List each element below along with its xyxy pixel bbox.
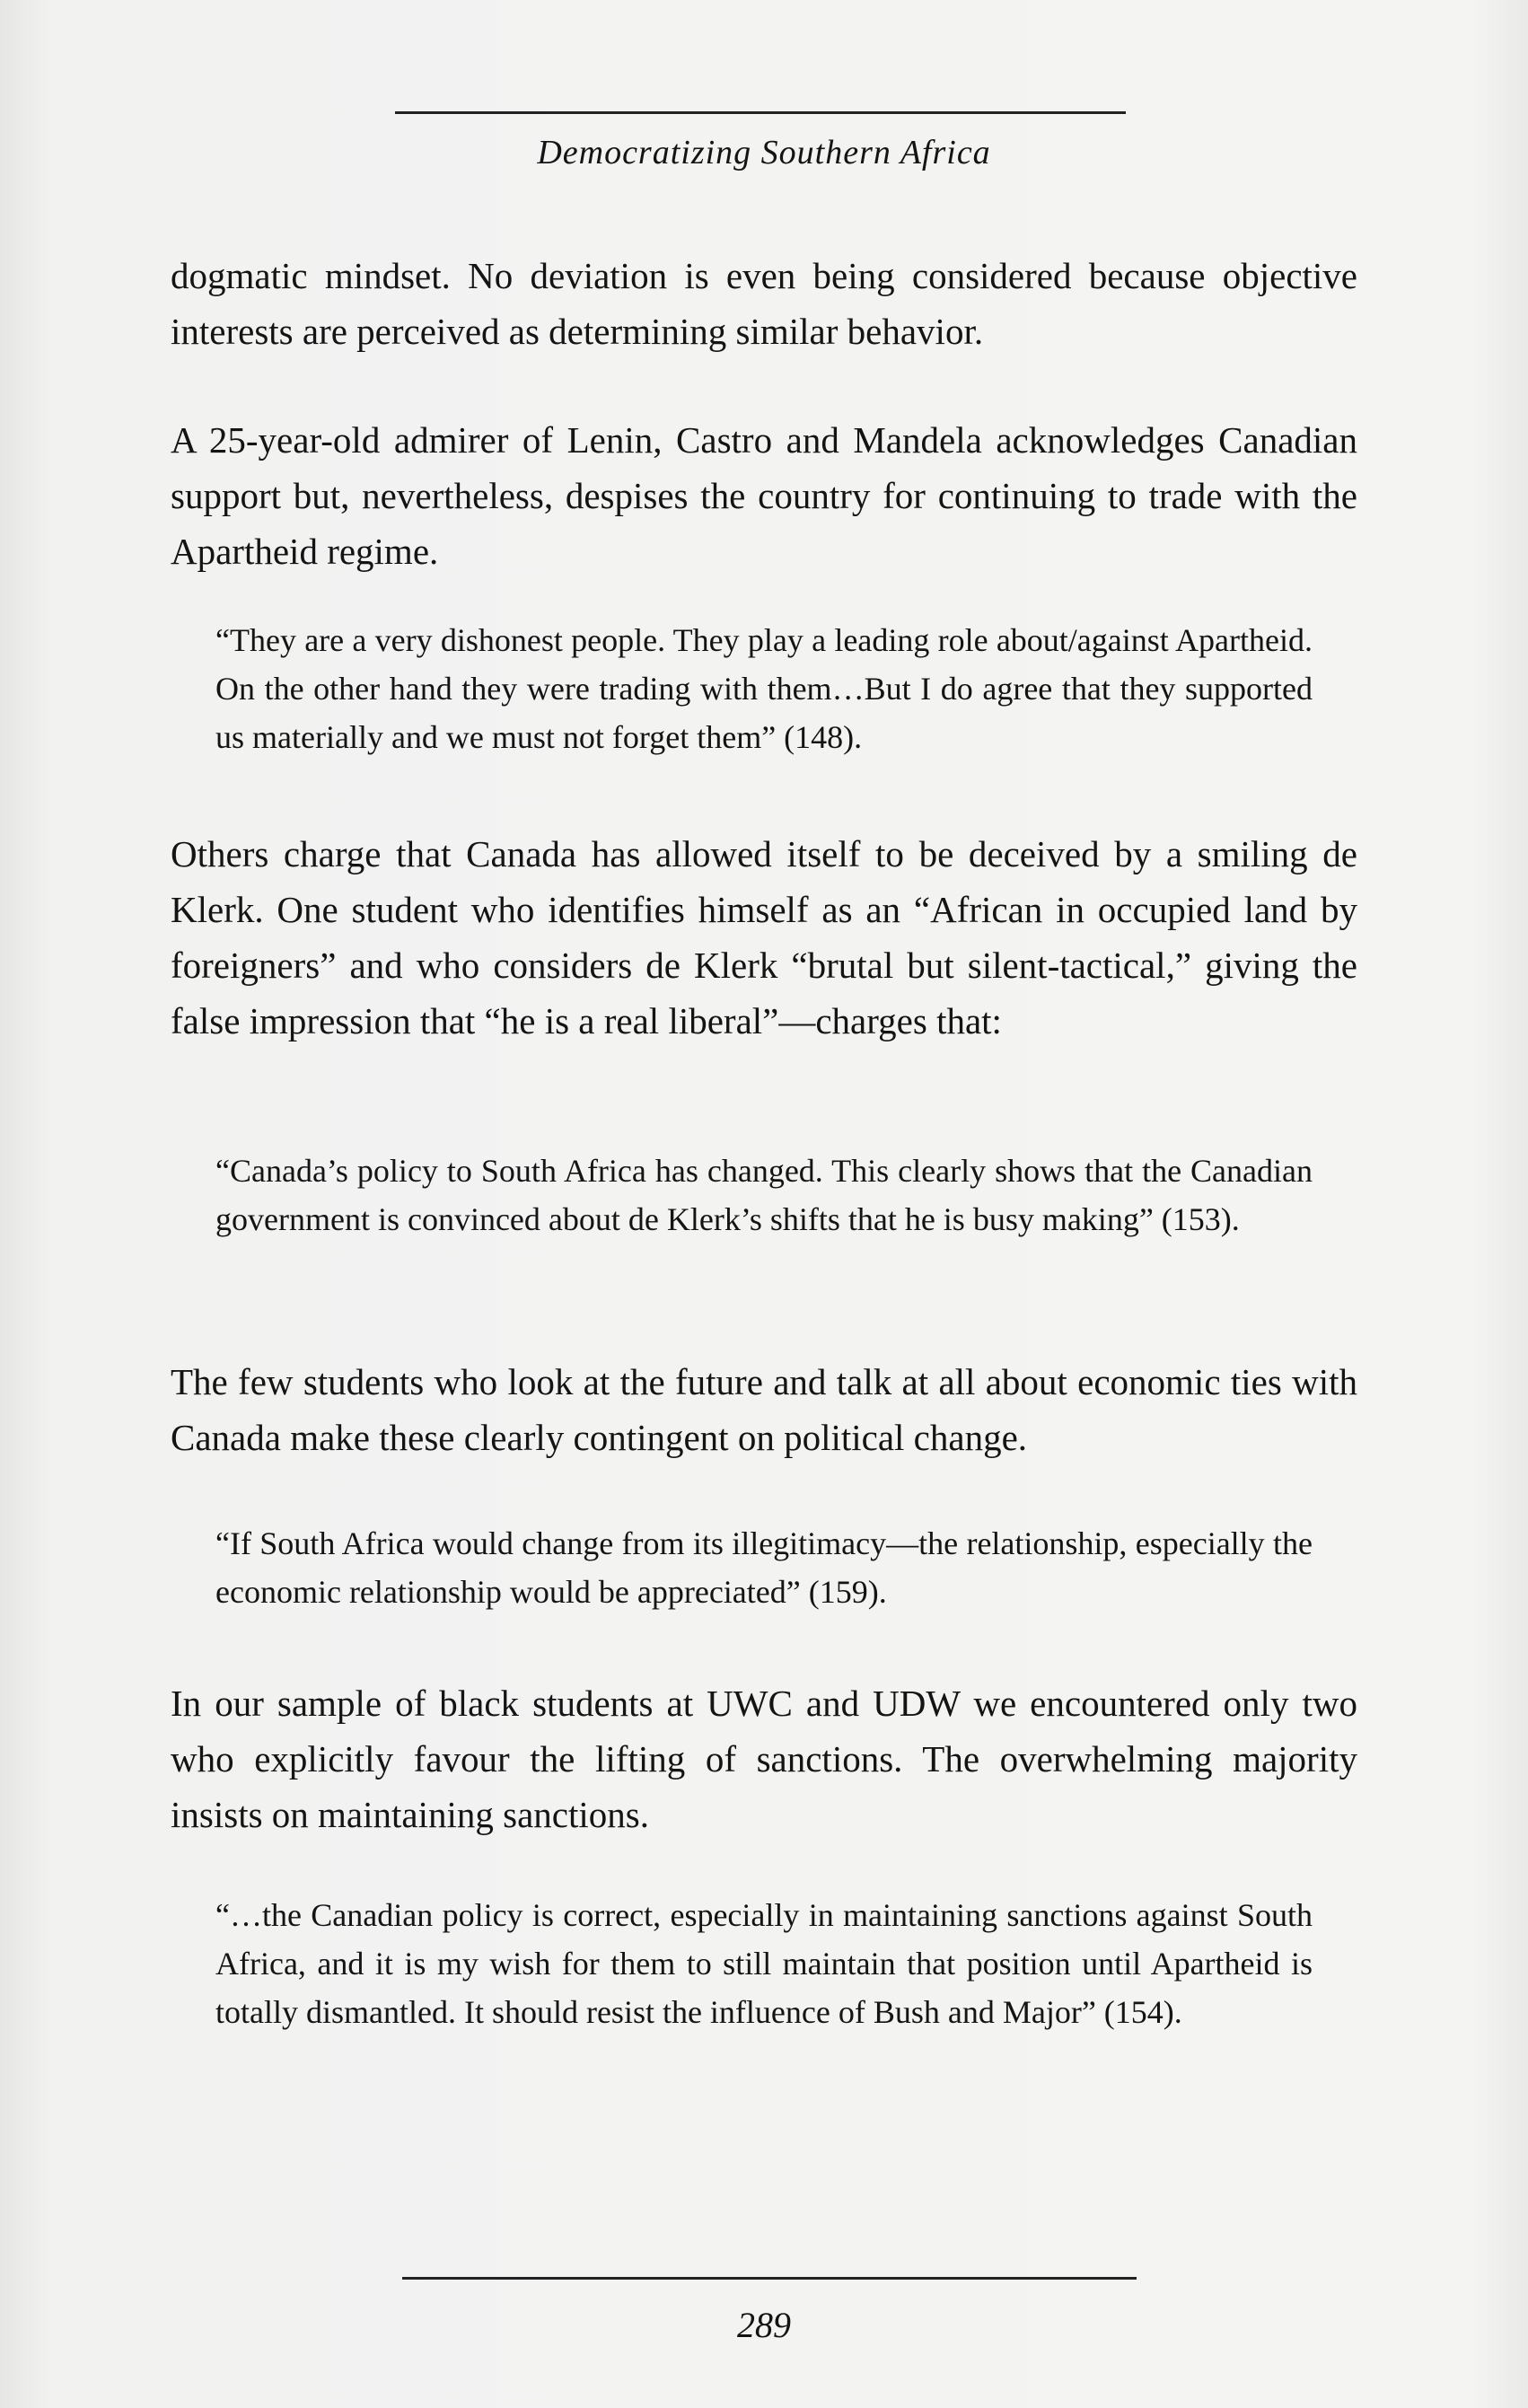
footer-rule (402, 2277, 1137, 2280)
block-quote-159: “If South Africa would change from its illegitimacy—the relationship, especially the economic relationship would be appreciated” (159). (215, 1525, 1313, 1610)
paragraph-sanctions: In our sample of black students at UWC and UDW we encountered only two who explicitly favour the lifting of sanctions. The overwhelming majority insists on maintaining sanctions. (171, 1683, 1357, 1835)
page-number: 289 (737, 2305, 791, 2345)
paragraph-admirer: A 25-year-old admirer of Lenin, Castro and Mandela acknowledges Canadian support but, nevertheless, despises the country for continuing to trade with the Apartheid regime. (171, 419, 1357, 572)
paragraph-de-klerk: Others charge that Canada has allowed itself to be deceived by a smiling de Klerk. One student who identifies himself as an “African in occupied land by foreigners” and who considers de Klerk “brutal but silent-tactical,” giving the false impression that “he is a real liberal”—charges that: (171, 833, 1357, 1041)
block-quote-148: “They are a very dishonest people. They play a leading role about/against Apartheid. On the other hand they were trading with them…But I do agree that they supported us materially and we must not forget them” (148). (215, 622, 1313, 755)
block-quote-153: “Canada’s policy to South Africa has changed. This clearly shows that the Canadian government is convinced about de Klerk’s shifts that he is busy making” (153). (215, 1153, 1313, 1237)
paragraph-continuation: dogmatic mindset. No deviation is even being considered because objective interests are perceived as determining similar behavior. (171, 255, 1357, 352)
paragraph-economic-ties: The few students who look at the future and talk at all about economic ties with Canada make these clearly contingent on political change. (171, 1361, 1357, 1458)
block-quote-154: “…the Canadian policy is correct, especially in maintaining sanctions against South Africa, and it is my wish for them to still maintain that position until Apartheid is totally dismantled. It should resist the influence of Bush and Major” (154). (215, 1897, 1313, 2030)
running-header: Democratizing Southern Africa (537, 134, 991, 171)
header-rule (395, 111, 1126, 114)
